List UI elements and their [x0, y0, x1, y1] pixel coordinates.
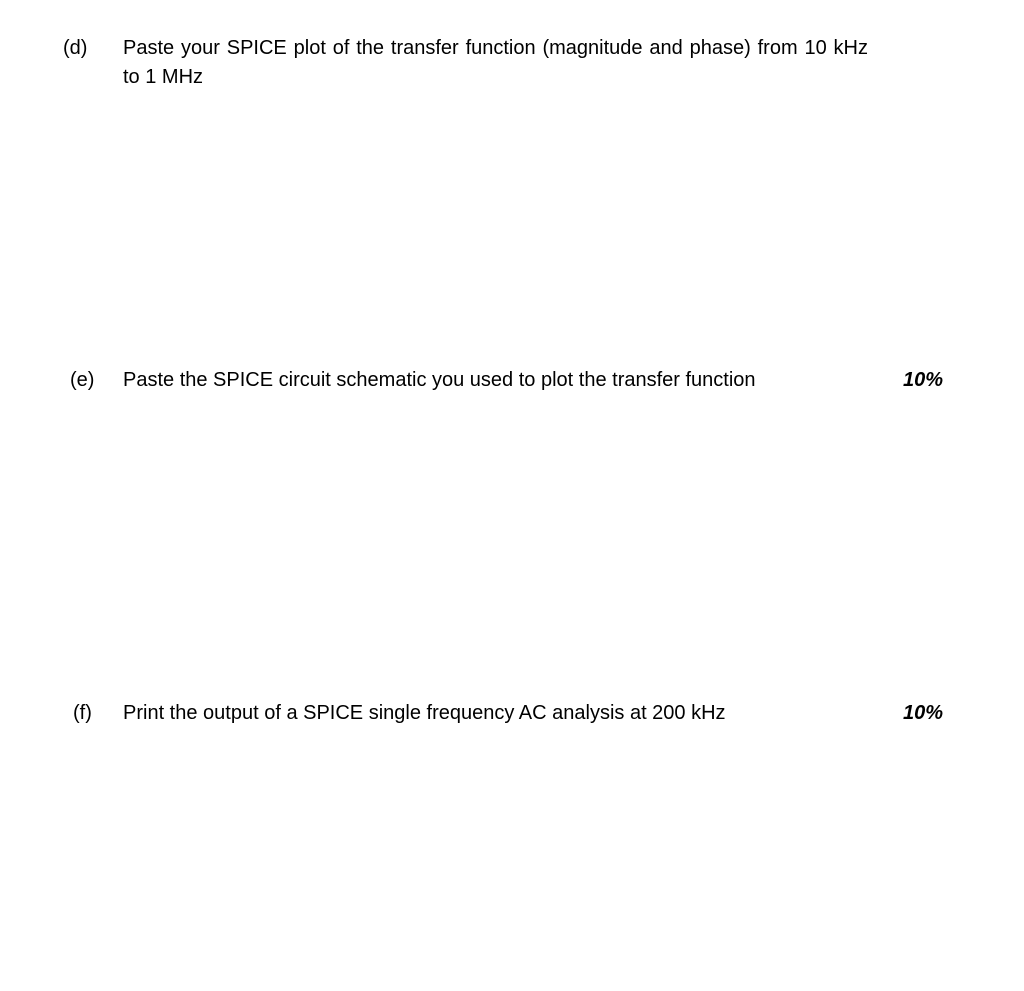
question-label: (f): [73, 702, 92, 724]
question-text: Paste your SPICE plot of the transfer function (magnitude and phase) from 10 kHz to 1 MHz: [123, 37, 868, 88]
question-label: (d): [63, 37, 88, 59]
marks-weight: 10%: [902, 702, 943, 724]
question-label: (e): [70, 369, 95, 391]
question-text: Paste the SPICE circuit schematic you used to plot the transfer function: [123, 369, 756, 391]
marks-weight: 10%: [902, 369, 943, 391]
question-text: Print the output of a SPICE single frequency AC analysis at 200 kHz: [123, 702, 726, 724]
